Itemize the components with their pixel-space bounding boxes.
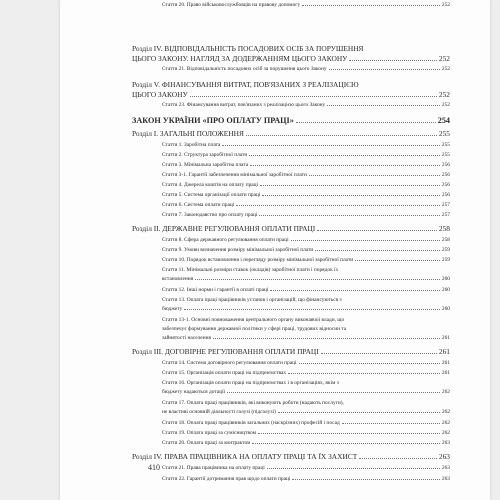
toc-entry-title-cont: встановлення bbox=[162, 276, 194, 282]
toc-entry-title: Стаття 12. Інші норми і гарантії в оплаті праці bbox=[162, 287, 269, 293]
toc-entry-page: 263 bbox=[441, 465, 450, 471]
toc-entry-title: Стаття 6. Система оплати праці bbox=[162, 202, 235, 208]
toc-entry-page: 256 bbox=[441, 162, 450, 168]
toc-entry bbox=[132, 257, 450, 263]
toc-entry-title: Стаття 2. Структура заробітної плати bbox=[162, 152, 248, 158]
toc-entry bbox=[132, 440, 450, 446]
toc-entry bbox=[132, 465, 450, 471]
toc-entry-page: 261 bbox=[441, 360, 450, 366]
toc-entry bbox=[132, 287, 450, 293]
toc-entry bbox=[132, 102, 450, 108]
toc-entry-page: 252 bbox=[441, 102, 450, 108]
toc-entry-title-cont: зайнятості населення bbox=[162, 335, 211, 341]
toc-entry-page: 255 bbox=[438, 129, 450, 138]
toc-entry bbox=[132, 212, 450, 218]
toc-entry-title: Стаття 17. Оплата праці працівників, які виконують роботи (надають послуги), bbox=[162, 400, 344, 406]
toc-entry-title: Стаття 8. Сфера державного регулювання оплати праці bbox=[162, 237, 289, 243]
toc-entry-title: ЗАКОН УКРАЇНИ «ПРО ОПЛАТУ ПРАЦІ» bbox=[132, 116, 294, 125]
toc-entry bbox=[132, 276, 450, 282]
toc-entry-title-cont: бюджету bbox=[162, 306, 183, 312]
toc-entry-title: Стаття 9. Умови визначення розміру мінімальної заробітної плати bbox=[162, 247, 314, 253]
toc-entry-title: Стаття 21. Права працівника на оплату праці bbox=[162, 465, 265, 471]
toc-entry-title-cont: забезпечує формування державної політики у сфері праці, трудових відносин та bbox=[162, 326, 347, 332]
toc-entry-page: 255 bbox=[441, 152, 450, 158]
toc-section bbox=[132, 347, 450, 356]
toc-law-heading bbox=[132, 116, 450, 125]
toc-entry bbox=[132, 237, 450, 243]
toc-entry-title: Стаття 11. Мінімальні розміри ставок (окладів) заробітної плати і порядок їх bbox=[162, 267, 339, 273]
toc-entry-page: 263 bbox=[438, 452, 450, 461]
toc-section bbox=[132, 129, 450, 138]
toc-entry-page: 257 bbox=[441, 212, 450, 218]
toc-entry-page: 259 bbox=[441, 257, 450, 263]
toc-entry bbox=[132, 476, 450, 482]
toc-entry-title: Стаття 1. Заробітна плата bbox=[162, 142, 221, 148]
toc-entry bbox=[132, 142, 450, 148]
toc-entry bbox=[132, 90, 450, 99]
toc-entry bbox=[132, 152, 450, 158]
toc-entry-title-cont: ЦЬОГО ЗАКОНУ bbox=[132, 90, 188, 99]
toc-entry-title: Розділ IV. ПРАВА ПРАЦІВНИКА НА ОПЛАТУ ПРАЦІ ТА ЇХ ЗАХИСТ bbox=[132, 452, 358, 461]
toc-entry-page: 262 bbox=[441, 409, 450, 415]
toc-entry-title: Стаття 3-1. Гарантії забезпечення мінімальної заробітної плати bbox=[162, 172, 307, 178]
toc-entry-title: Стаття 13-1. Основні повноваження центрального органу виконавчої влади, що bbox=[162, 317, 345, 323]
toc-entry-title: Стаття 16. Організація оплати праці на підприємствах і в організаціях, якім з bbox=[162, 380, 339, 386]
toc-entry-title: Розділ II. ДЕРЖАВНЕ РЕГУЛЮВАННЯ ОПЛАТИ ПРАЦІ bbox=[132, 224, 316, 233]
toc-entry bbox=[132, 182, 450, 188]
toc-entry bbox=[132, 2, 450, 8]
toc-entry-title: Стаття 5. Система організації оплати праці bbox=[162, 192, 261, 198]
toc-entry-page: 261 bbox=[438, 347, 450, 356]
toc-entry-page: 258 bbox=[438, 224, 450, 233]
toc-entry bbox=[132, 430, 450, 436]
toc-entry bbox=[132, 420, 450, 426]
toc-entry-page: 252 bbox=[438, 90, 450, 99]
page-number: 410 bbox=[148, 463, 160, 472]
toc-entry-title: Стаття 4. Джерела коштів на оплату праці bbox=[162, 182, 259, 188]
toc-entry-page: 261 bbox=[441, 335, 450, 341]
toc-entry-page: 262 bbox=[441, 420, 450, 426]
toc-entry-title: Стаття 3. Мінімальна заробітна плата bbox=[162, 162, 249, 168]
toc-entry bbox=[132, 66, 450, 72]
toc-entry bbox=[132, 360, 450, 366]
toc-section-title: Розділ V. ФІНАНСУВАННЯ ВИТРАТ, ПОВ'ЯЗАНИХ З РЕАЛІЗАЦІЄЮ bbox=[132, 80, 359, 89]
toc-entry bbox=[132, 306, 450, 312]
toc-section bbox=[132, 452, 450, 461]
toc-entry-page: 258 bbox=[441, 237, 450, 243]
toc-entry-page: 260 bbox=[441, 276, 450, 282]
toc-entry-page: 259 bbox=[441, 247, 450, 253]
toc-entry-title-cont: не властиві основній діяльності галузі (підгалузі) bbox=[162, 409, 276, 415]
toc-entry-title: Стаття 23. Фінансування витрат, пов'язаних з реалізацією цього Закону bbox=[162, 102, 326, 108]
toc-entry-title-cont: бюджету надаються дотації bbox=[162, 389, 226, 395]
toc-entry-page: 252 bbox=[441, 2, 450, 8]
toc-entry-page: 256 bbox=[441, 182, 450, 188]
toc-entry bbox=[132, 162, 450, 168]
toc-entry-title: Стаття 18. Оплата праці працівників загальних (наскрізних) професій і посад bbox=[162, 420, 340, 426]
toc-entry-page: 262 bbox=[441, 430, 450, 436]
toc-entry bbox=[132, 172, 450, 178]
toc-entry bbox=[132, 54, 450, 63]
toc-entry bbox=[132, 335, 450, 341]
toc-entry-title: Стаття 7. Законодавство про оплату праці bbox=[162, 212, 258, 218]
toc-entry-page: 263 bbox=[441, 476, 450, 482]
toc-entry-title: Стаття 13. Оплата праці працівників установ і організацій, що фінансуються з bbox=[162, 297, 342, 303]
toc-entry-page: 260 bbox=[441, 287, 450, 293]
toc-entry-title: Розділ I. ЗАГАЛЬНІ ПОЛОЖЕННЯ bbox=[132, 129, 244, 138]
toc-entry bbox=[132, 370, 450, 376]
toc-entry-page: 263 bbox=[441, 440, 450, 446]
toc-entry-page: 257 bbox=[441, 202, 450, 208]
toc-entry bbox=[132, 202, 450, 208]
toc-entry bbox=[132, 389, 450, 395]
toc-entry-title-cont: ЦЬОГО ЗАКОНУ. НАГЛЯД ЗА ДОДЕРЖАННЯМ ЦЬОГО ЗАКОНУ bbox=[132, 54, 348, 63]
toc-entry-page: 260 bbox=[441, 306, 450, 312]
toc-entry-title: Стаття 21. Відповідальність посадових осіб за порушення цього Закону bbox=[162, 66, 327, 72]
toc-entry-page: 256 bbox=[441, 172, 450, 178]
toc-entry-page: 256 bbox=[441, 192, 450, 198]
toc-entry-title: Стаття 15. Організація оплати праці на підприємствах bbox=[162, 370, 287, 376]
toc-entry bbox=[132, 247, 450, 253]
toc-entry-title: Стаття 20. Право військовослужбовців на правову допомогу bbox=[162, 2, 301, 8]
toc-entry bbox=[132, 409, 450, 415]
toc-entry-page: 254 bbox=[437, 116, 450, 125]
toc-entry-title: Стаття 20. Оплата праці за контрактом bbox=[162, 440, 251, 446]
toc-entry-page: 261 bbox=[441, 370, 450, 376]
toc-entry-title: Стаття 22. Гарантії дотримання прав щодо оплати праці bbox=[162, 476, 291, 482]
toc-entry-page: 252 bbox=[441, 66, 450, 72]
toc-entry bbox=[132, 192, 450, 198]
toc-entry-title: Стаття 14. Система договірного регулювання оплати праці bbox=[162, 360, 297, 366]
toc-entry-page: 262 bbox=[441, 389, 450, 395]
toc-entry-page: 252 bbox=[438, 54, 450, 63]
toc-entry-title: Стаття 19. Оплата праці за сумісництвом bbox=[162, 430, 256, 436]
toc-section bbox=[132, 224, 450, 233]
toc-entry-page: 255 bbox=[441, 142, 450, 148]
book-page bbox=[60, 0, 490, 500]
toc-entry-title: Стаття 10. Порядок встановлення і перегляду розміру мінімальної заробітної плати bbox=[162, 257, 354, 263]
toc-section-title: Розділ IV. ВІДПОВІДАЛЬНІСТЬ ПОСАДОВИХ ОСІБ ЗА ПОРУШЕННЯ bbox=[132, 44, 364, 53]
toc-entry-title: Розділ III. ДОГОВІРНЕ РЕГУЛЮВАННЯ ОПЛАТИ ПРАЦІ bbox=[132, 347, 319, 356]
